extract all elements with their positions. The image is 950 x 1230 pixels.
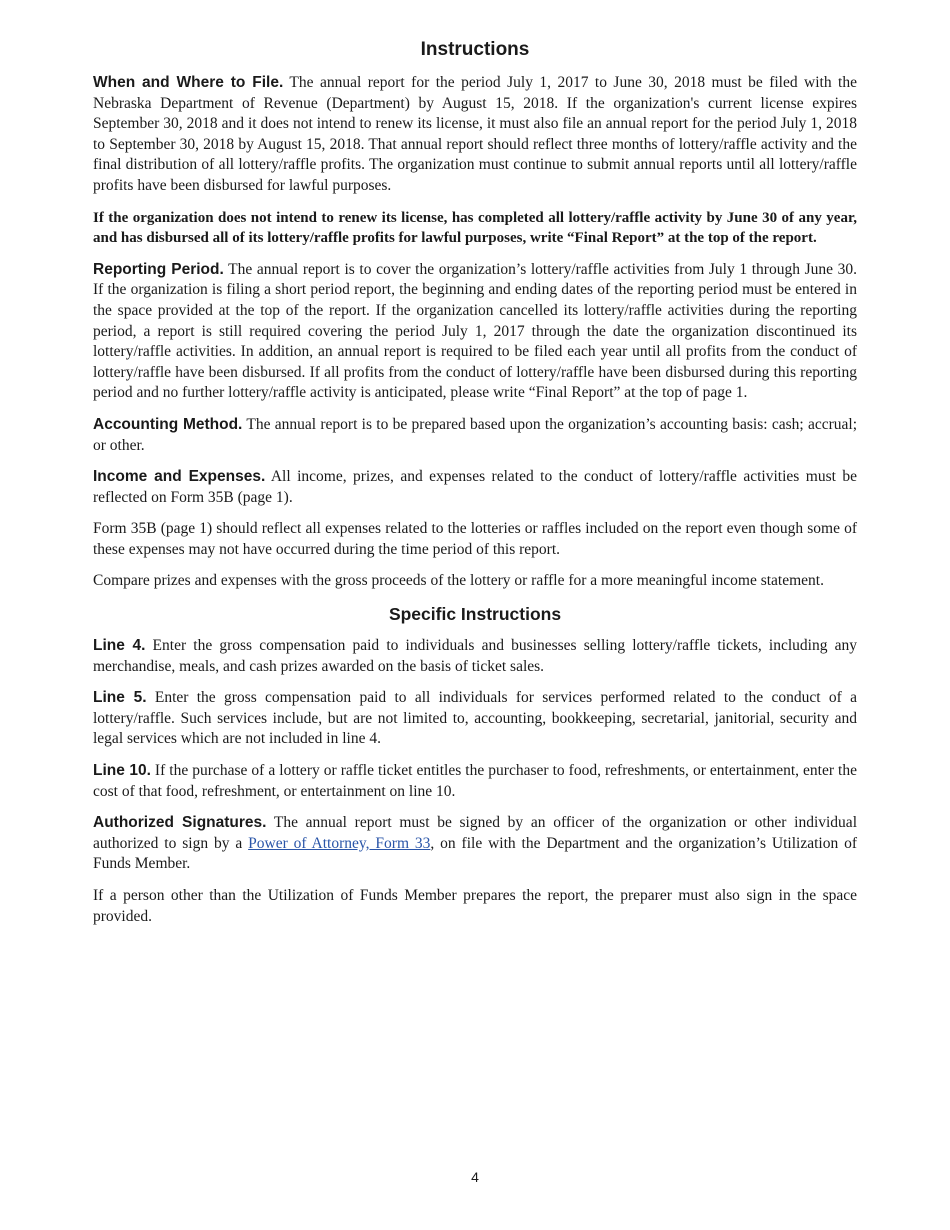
line-10-paragraph	[93, 761, 857, 802]
form-35b-note: Form 35B (page 1) should reflect all expenses related to the lotteries or raffles included on the report even though some of these expenses may not have occurred during the time period of this report.	[93, 520, 857, 558]
line-10-text: If the purchase of a lottery or raffle ticket entitles the purchaser to food, refreshments, or entertainment, enter the cost of that food, refreshment, or entertainment on line 10.	[93, 762, 857, 800]
income-expenses-text: All income, prizes, and expenses related to the conduct of lottery/raffle activities must be reflected on Form 35B (page 1).	[93, 468, 857, 506]
when-where-heading: When and Where to File.	[93, 74, 284, 91]
reporting-period-text: The annual report is to cover the organization’s lottery/raffle activities from July 1 through June 30. If the organization is filing a short period report, the beginning and ending dates of the reporting period must be entered in the space provided at the top of the report. If the organization cancelled its lottery/raffle activities during the reporting period, a report is still required covering the period July 1, 2017 through the date the organization discontinued its lottery/raffle activities. In addition, an annual report is required to be filed each year until all profits from the conduct of lottery/raffle have been disbursed. If all profits from the conduct of lottery/raffle have been disbursed during this reporting period and no further lottery/raffle activity is anticipated, please write “Final Report” at the top of page 1.	[93, 260, 857, 402]
income-expenses-paragraph	[93, 467, 857, 508]
compare-note: Compare prizes and expenses with the gross proceeds of the lottery or raffle for a more meaningful income statement.	[93, 572, 824, 590]
reporting-period-paragraph	[93, 260, 857, 404]
page-number: 4	[471, 1169, 479, 1185]
accounting-method-paragraph	[93, 415, 857, 456]
final-report-note: If the organization does not intend to renew its license, has completed all lottery/raffle activity by June 30 of any year, and has disbursed all of its lottery/raffle profits for lawful purposes, write “Final Report” at the top of the report.	[93, 209, 857, 247]
instructions-page	[93, 38, 857, 938]
specific-instructions-title: Specific Instructions	[388, 604, 562, 625]
when-where-text: The annual report for the period July 1, 2017 to June 30, 2018 must be filed with the Nebraska Department of Revenue (Department) by August 15, 2018. If the organization's current license expires September 30, 2018 and it does not intend to renew its license, it must also file an annual report for the period July 1, 2018 to September 30, 2018 by August 15, 2018. That annual report should reflect three months of lottery/raffle activity and the final distribution of all lottery/raffle profits. The organization must continue to submit annual reports until all lottery/raffle profits have been disbursed for lawful purposes.	[93, 74, 857, 194]
line-10-heading: Line 10.	[93, 762, 151, 780]
line-5-paragraph	[93, 688, 857, 750]
line-5-heading: Line 5.	[93, 689, 147, 707]
line-5-text: Enter the gross compensation paid to all individuals for services performed related to the conduct of a lottery/raffle. Such services include, but are not limited to, accounting, bookkeeping, secretarial, janitorial, security and legal services which are not included in line 4.	[93, 689, 857, 748]
when-where-paragraph	[93, 73, 857, 197]
signatures-paragraph	[93, 813, 857, 875]
signatures-text-after: , on file with the Department and the organization’s Utilization of Funds Member.	[93, 834, 857, 873]
income-expenses-heading: Income and Expenses.	[93, 468, 266, 486]
page-title: Instructions	[420, 39, 530, 60]
line-4-text: Enter the gross compensation paid to individuals and businesses selling lottery/raffle tickets, including any merchandise, meals, and cash prizes awarded on the basis of ticket sales.	[93, 637, 857, 675]
signatures-text-before: The annual report must be signed by an officer of the organization or other individual authorized to sign by a	[93, 814, 857, 852]
preparer-note: If a person other than the Utilization of Funds Member prepares the report, the preparer must also sign in the space provided.	[93, 887, 857, 925]
power-of-attorney-link[interactable]: Power of Attorney, Form 33	[248, 834, 431, 852]
line-4-paragraph	[93, 636, 857, 677]
signatures-heading: Authorized Signatures.	[93, 814, 267, 832]
reporting-period-heading: Reporting Period.	[93, 260, 224, 278]
accounting-method-text: The annual report is to be prepared based upon the organization’s accounting basis: cash; accrual; or other.	[93, 415, 858, 454]
accounting-method-heading: Accounting Method.	[93, 415, 243, 433]
line-4-heading: Line 4.	[93, 637, 146, 655]
